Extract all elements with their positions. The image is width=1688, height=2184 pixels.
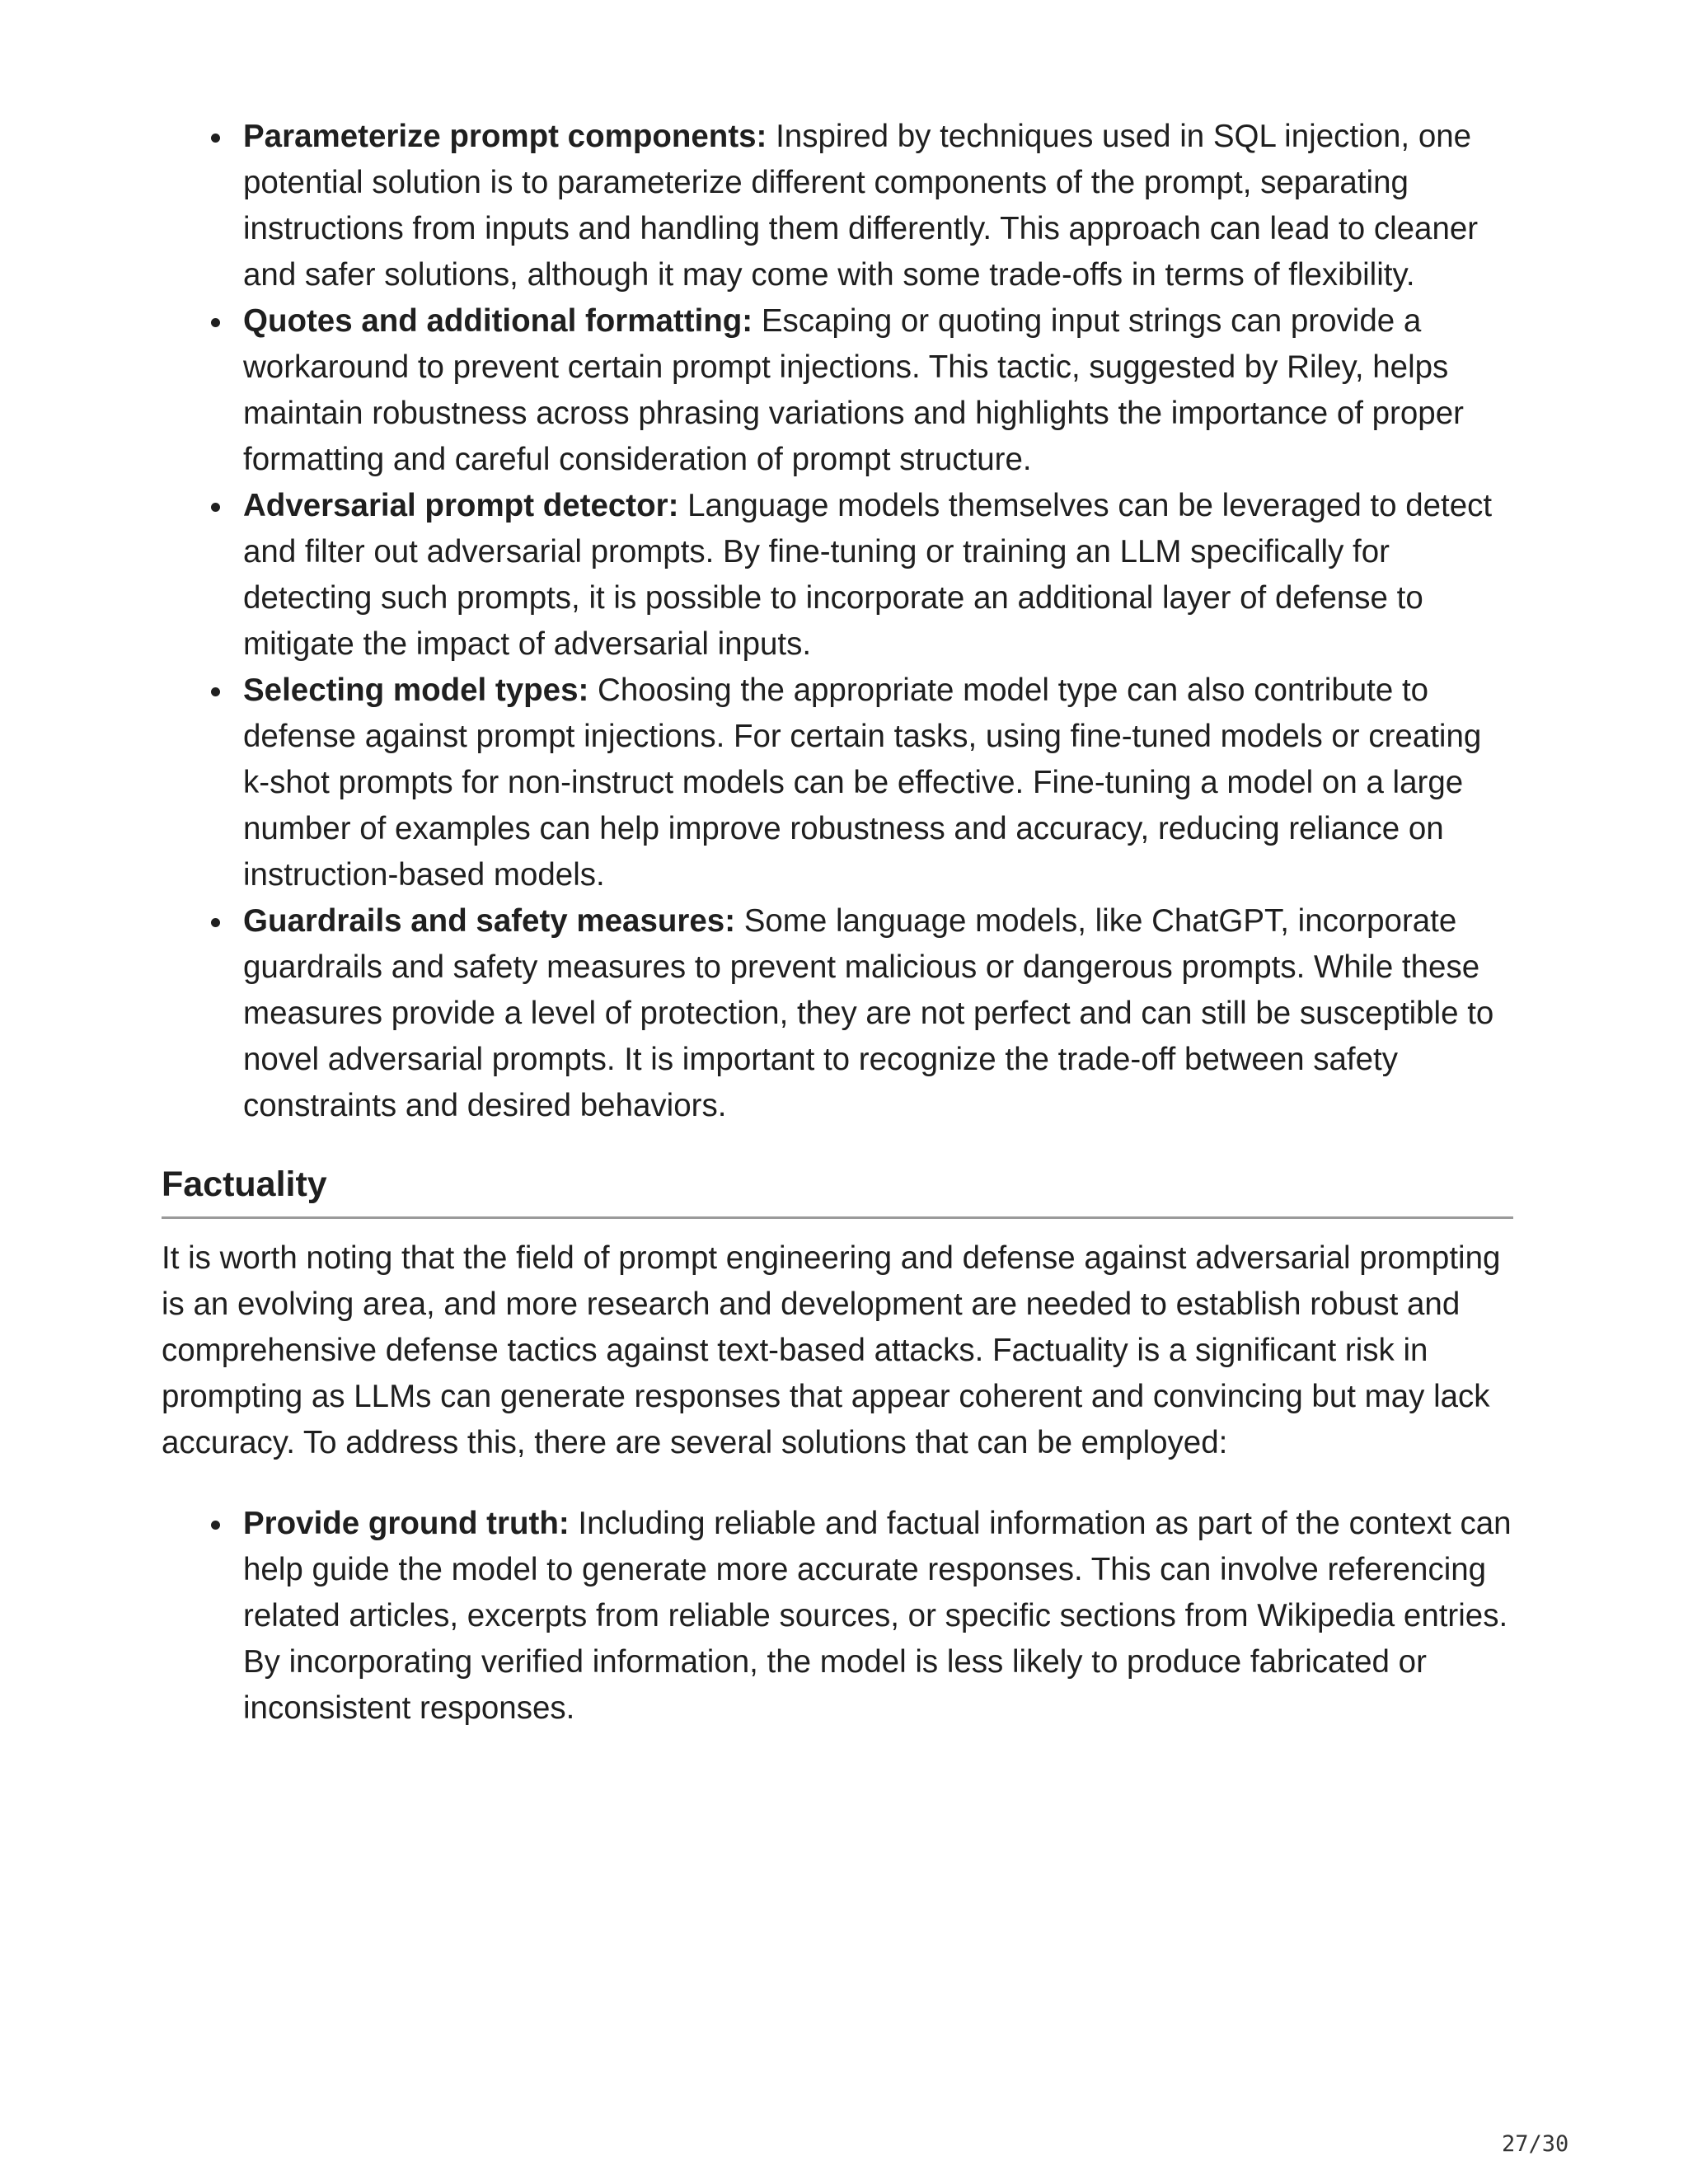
list-item-text: Some language models, like ChatGPT, incorporate guardrails and safety measures to prevent malicious or dangerous prompts. While these measures provide a level of protection, they are not perfect and can still be susceptible to novel adversarial prompts. It is important to recognize the trade-off between safety constraints and desired behaviors.: [243, 903, 1494, 1123]
list-item-text: Choosing the appropriate model type can also contribute to defense against prompt injections. For certain tasks, using fine-tuned models or creating k-shot prompts for non-instruct models can be effective. Fine-tuning a model on a large number of examples can help improve robustness and accuracy, reducing reliance on instruction-based models.: [243, 673, 1482, 893]
list-item: [243, 668, 1513, 898]
list-item-term: Adversarial prompt detector:: [243, 488, 679, 523]
factuality-solutions-list: [162, 1501, 1513, 1732]
list-item: [243, 298, 1513, 483]
section-heading: Factuality: [162, 1162, 1513, 1219]
list-item-term: Parameterize prompt components:: [243, 119, 767, 154]
list-item-text: Inspired by techniques used in SQL injection, one potential solution is to parameterize different components of the prompt, separating instructions from inputs and handling them differently. This approach can lead to cleaner and safer solutions, although it may come with some trade-offs in terms of flexibility.: [243, 119, 1479, 293]
list-item: [243, 1501, 1513, 1732]
list-item: [243, 483, 1513, 668]
list-item-term: Quotes and additional formatting:: [243, 303, 753, 339]
list-item-term: Selecting model types:: [243, 673, 589, 708]
page-number: 27/30: [1502, 2131, 1569, 2157]
list-item-text: Including reliable and factual information as part of the context can help guide the model to generate more accurate responses. This can involve referencing related articles, excerpts from reliable sources, or specific sections from Wikipedia entries. By incorporating verified information, the model is less likely to produce fabricated or inconsistent responses.: [243, 1506, 1512, 1726]
section-paragraph: It is worth noting that the field of prompt engineering and defense against adversarial prompting is an evolving area, and more research and development are needed to establish robust and comprehensive defense tactics against text-based attacks. Factuality is a significant risk in prompting as LLMs can generate responses that appear coherent and convincing but may lack accuracy. To address this, there are several solutions that can be employed:: [162, 1240, 1501, 1460]
list-item-term: Guardrails and safety measures:: [243, 903, 736, 939]
list-item: [243, 898, 1513, 1129]
list-item-text: Language models themselves can be leveraged to detect and filter out adversarial prompts. By fine-tuning or training an LLM specifically for detecting such prompts, it is possible to incorporate an additional layer of defense to mitigate the impact of adversarial inputs.: [243, 488, 1493, 662]
list-item-text: Escaping or quoting input strings can provide a workaround to prevent certain prompt injections. This tactic, suggested by Riley, helps maintain robustness across phrasing variations and highlights the importance of proper formatting and careful consideration of prompt structure.: [243, 303, 1464, 477]
page-content: [162, 114, 1513, 1732]
list-item-term: Provide ground truth:: [243, 1506, 570, 1541]
defense-tactics-list: [162, 114, 1513, 1129]
list-item: [243, 114, 1513, 298]
